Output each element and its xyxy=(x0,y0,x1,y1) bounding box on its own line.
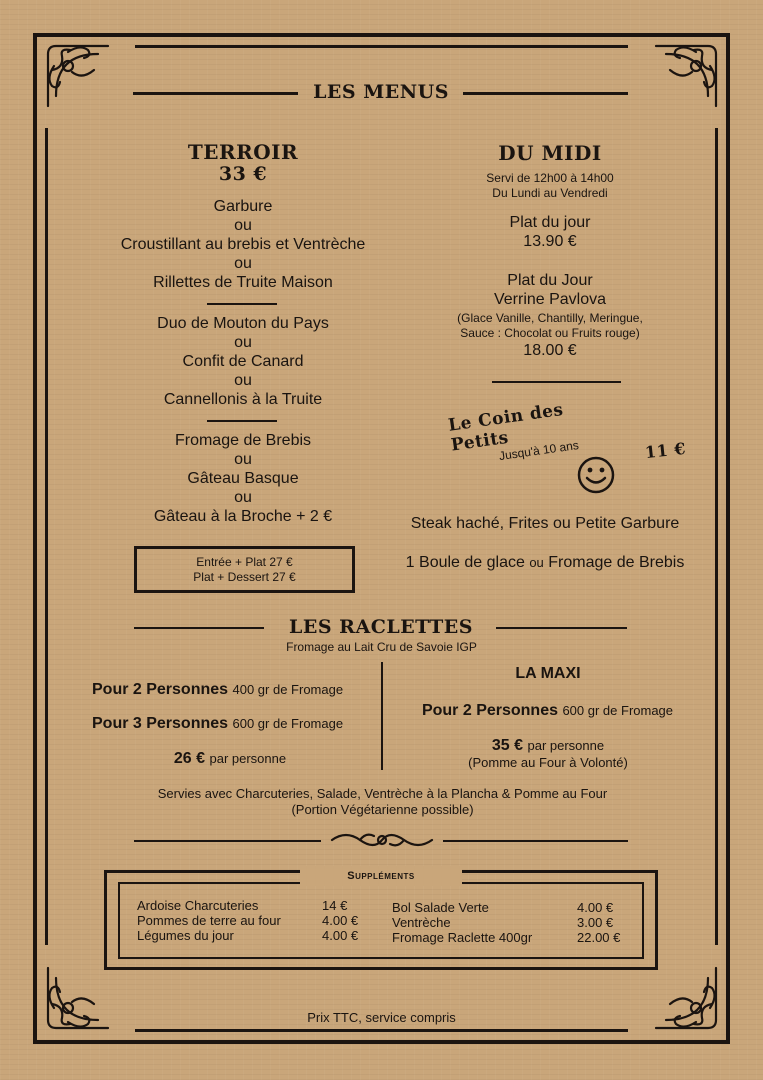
raclettes-rule-left xyxy=(134,627,264,629)
dish: Gâteau Basque xyxy=(187,470,299,487)
maxi-price-value: 35 € xyxy=(491,737,524,754)
or-separator: ou xyxy=(234,334,252,351)
header-rule-left xyxy=(133,92,298,95)
raclettes-served xyxy=(100,786,665,818)
dish: Garbure xyxy=(213,198,273,215)
kids-main: Steak haché, Frites ou Petite Garbure xyxy=(410,515,680,532)
raclette-3p-label: Pour 3 Personnes xyxy=(92,715,229,732)
supplements-title: Suppléments xyxy=(300,866,462,886)
kids-price: 11 € xyxy=(644,438,687,463)
kids-title: Le Coin des Petits xyxy=(447,399,565,456)
combo-line: Plat du Jour xyxy=(507,272,593,289)
scroll-ornament-icon xyxy=(330,828,434,852)
raclette-2p-qty: 400 gr de Fromage xyxy=(232,682,344,697)
supplements-rule-left xyxy=(134,840,321,842)
or-separator: ou xyxy=(234,217,252,234)
header-rule-right xyxy=(463,92,628,95)
supplement-item: Pommes de terre au four xyxy=(137,913,281,928)
dish: Croustillant au brebis et Ventrèche xyxy=(120,236,366,253)
raclettes-subtitle: Fromage au Lait Cru de Savoie IGP xyxy=(286,640,477,654)
plat-price: 13.90 € xyxy=(523,233,577,250)
combo-detail: (Glace Vanille, Chantilly, Meringue, xyxy=(457,311,643,325)
midi-title: DU MIDI xyxy=(498,141,602,165)
combo-line: Verrine Pavlova xyxy=(493,291,607,308)
supplements-rule-right xyxy=(443,840,628,842)
formula-line: Plat + Dessert 27 € xyxy=(193,570,296,584)
inner-right-line xyxy=(715,128,718,945)
maxi-price xyxy=(448,737,648,755)
divider xyxy=(207,420,277,422)
midi-hours-text: Servi de 12h00 à 14h00 xyxy=(486,171,614,185)
kids-dessert xyxy=(380,553,710,572)
combo-detail: Sauce : Chocolat ou Fruits rouge) xyxy=(460,326,640,340)
divider xyxy=(207,303,277,305)
dish: Fromage de Brebis xyxy=(174,432,312,449)
corner-ornament-icon xyxy=(650,40,722,112)
supplement-price: 4.00 € xyxy=(322,913,359,928)
maxi-price-unit: par personne xyxy=(527,738,605,753)
maxi-2p xyxy=(395,702,700,720)
footer-note: Prix TTC, service compris xyxy=(307,1010,456,1025)
raclette-2p-label: Pour 2 Personnes xyxy=(92,681,229,698)
raclette-3p-qty: 600 gr de Fromage xyxy=(232,716,344,731)
supplement-item: Fromage Raclette 400gr xyxy=(392,930,533,945)
midi-combo-detail xyxy=(420,311,680,341)
served-line: (Portion Végétarienne possible) xyxy=(291,802,474,817)
kids-age: Jusqu'à 10 ans xyxy=(498,438,580,464)
raclette-price xyxy=(130,750,330,768)
supplement-price: 3.00 € xyxy=(577,915,614,930)
midi-combo xyxy=(420,271,680,309)
raclettes-divider xyxy=(381,662,383,770)
terroir-desserts xyxy=(84,431,402,526)
corner-ornament-icon xyxy=(42,40,114,112)
supplement-item: Ardoise Charcuteries xyxy=(137,898,259,913)
supplement-price: 22.00 € xyxy=(577,930,621,945)
served-line: Servies avec Charcuteries, Salade, Ventrèche à la Plancha & Pomme au Four xyxy=(157,786,608,801)
combo-price: 18.00 € xyxy=(523,342,577,359)
maxi-title: LA MAXI xyxy=(515,665,581,682)
or-separator: ou xyxy=(234,372,252,389)
supplement-price: 4.00 € xyxy=(577,900,614,915)
page-title: LES MENUS xyxy=(313,81,449,103)
midi-hours xyxy=(430,171,670,201)
terroir-price: 33 € xyxy=(218,163,268,185)
or-separator: ou xyxy=(234,451,252,468)
dish: Cannellonis à la Truite xyxy=(163,391,323,408)
plat-label: Plat du jour xyxy=(509,214,591,231)
supplement-item: Ventrèche xyxy=(392,915,451,930)
inner-left-line xyxy=(45,128,48,945)
supplement-price: 14 € xyxy=(322,898,348,913)
or-separator: ou xyxy=(529,555,544,570)
dish: Confit de Canard xyxy=(182,353,304,370)
supplement-price: 4.00 € xyxy=(322,928,359,943)
terroir-plats xyxy=(84,314,402,409)
corner-ornament-icon xyxy=(42,962,114,1034)
kids-dessert-b: Fromage de Brebis xyxy=(548,554,685,571)
kids-dessert-a: 1 Boule de glace xyxy=(405,554,525,571)
or-separator: ou xyxy=(234,255,252,272)
midi-days-text: Du Lundi au Vendredi xyxy=(492,186,608,200)
dish: Duo de Mouton du Pays xyxy=(157,315,329,332)
inner-top-line xyxy=(135,45,628,48)
terroir-entrees xyxy=(84,197,402,292)
formula-box xyxy=(134,546,355,593)
terroir-title: TERROIR xyxy=(187,140,299,164)
formula-line: Entrée + Plat 27 € xyxy=(196,555,293,569)
raclette-price-value: 26 € xyxy=(173,750,206,767)
maxi-2p-qty: 600 gr de Fromage xyxy=(562,703,674,718)
raclette-2p xyxy=(92,681,343,699)
corner-ornament-icon xyxy=(650,962,722,1034)
maxi-2p-label: Pour 2 Personnes xyxy=(421,702,558,719)
divider xyxy=(492,381,621,383)
inner-bottom-line xyxy=(135,1029,628,1032)
smiley-icon xyxy=(577,456,615,494)
raclettes-rule-right xyxy=(496,627,627,629)
raclettes-title: LES RACLETTES xyxy=(289,616,473,638)
raclette-3p xyxy=(92,715,343,733)
maxi-note: (Pomme au Four à Volonté) xyxy=(468,755,628,770)
or-separator: ou xyxy=(234,489,252,506)
dish: Rillettes de Truite Maison xyxy=(153,274,333,291)
raclette-price-unit: par personne xyxy=(209,751,287,766)
supplement-item: Légumes du jour xyxy=(137,928,234,943)
dish: Gâteau à la Broche + 2 € xyxy=(153,508,333,525)
supplement-item: Bol Salade Verte xyxy=(392,900,489,915)
midi-plat xyxy=(430,213,670,251)
